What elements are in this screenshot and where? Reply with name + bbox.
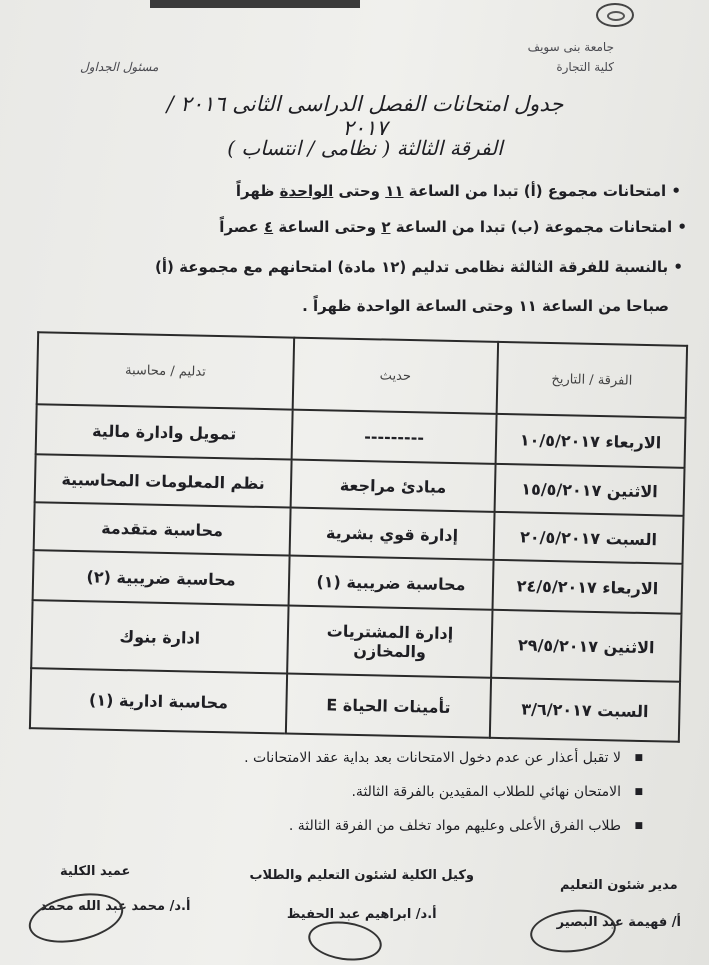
header-hadith: حديث: [293, 338, 498, 414]
row-date: الاربعاء ٢٤/٥/٢٠١٧: [493, 560, 683, 614]
notes-list: [60, 750, 645, 852]
header-date: الفرقة / التاريخ: [497, 342, 687, 418]
director-stamp-icon: [528, 906, 618, 957]
row-date: الاثنين ١٥/٥/٢٠١٧: [495, 464, 685, 516]
row-hadith-subject: ---------: [292, 410, 497, 464]
list-item: ■ لا تقبل أعذار عن عدم دخول الامتحانات بعد بداية عقد الامتحانات .: [60, 750, 645, 766]
row-hadith-subject: محاسبة ضريبية (١): [289, 556, 494, 610]
row-tadleem-subject: محاسبة ادارية (١): [30, 668, 287, 733]
row-hadith-subject: إدارة قوي بشرية: [290, 508, 495, 560]
signature-role: عميد الكلية: [60, 864, 131, 879]
row-hadith-subject: إدارة المشتريات والمخازن: [287, 606, 492, 678]
row-date: الاربعاء ١٠/٥/٢٠١٧: [496, 414, 686, 468]
header-schedules-officer: مسئول الجداول: [80, 60, 159, 74]
list-item: ■ الامتحان نهائي للطلاب المقيدين بالفرقة الثالثة.: [60, 784, 645, 800]
exam-schedule-table: [29, 331, 688, 743]
top-edge-band: [150, 0, 360, 8]
row-date: السبت ٢٠/٥/٢٠١٧: [494, 512, 684, 564]
instruction-group-a: • امتحانات مجموع (أ) تبدا من الساعة ١١ وحتى الواحدة ظهراً: [235, 182, 681, 200]
row-hadith-subject: مبادئ مراجعة: [291, 460, 496, 512]
header-college: كلية التجارة: [556, 60, 614, 74]
instruction-group-b: • امتحانات مجموعة (ب) تبدا من الساعة ٢ وحتى الساعة ٤ عصراً: [219, 218, 687, 236]
instruction-third-year-line2: صباحا من الساعة ١١ وحتى الساعة الواحدة ظهراً .: [302, 297, 669, 315]
page-subtitle: الفرقة الثالثة ( نظامى / انتساب ): [227, 136, 503, 160]
row-hadith-subject: تأمينات الحياة E: [286, 674, 491, 738]
table-header-row: [37, 332, 687, 418]
header-tadleem: تدليم / محاسبة: [37, 332, 294, 409]
signature-role: مدير شئون التعليم: [559, 878, 678, 893]
signature-name: أ.د/ محمد عبد الله محمد: [40, 899, 191, 914]
row-date: السبت ٣/٦/٢٠١٧: [490, 678, 680, 742]
signature-name: أ.د/ ابراهيم عبد الحفيظ: [286, 907, 437, 922]
university-logo-icon: [596, 3, 634, 27]
signature-name: أ/ فهيمة عبد البصير: [556, 915, 681, 930]
vice-dean-stamp-icon: [306, 917, 385, 965]
row-tadleem-subject: محاسبة ضريبية (٢): [33, 550, 290, 605]
header-university: جامعة بنى سويف: [527, 40, 614, 54]
page-title: جدول امتحانات الفصل الدراسى الثانى ٢٠١٦ / ٢٠١٧: [166, 92, 564, 140]
row-tadleem-subject: ادارة بنوك: [31, 600, 288, 673]
row-tadleem-subject: تمويل وادارة مالية: [36, 404, 293, 459]
signature-vice-dean: [249, 868, 474, 922]
row-tadleem-subject: نظم المعلومات المحاسبية: [35, 454, 292, 507]
instruction-third-year-line1: • بالنسبة للفرقة الثالثة نظامى تدليم (١٢ مادة) امتحانهم مع مجموعة (أ): [155, 258, 683, 276]
row-date: الاثنين ٢٩/٥/٢٠١٧: [491, 610, 681, 682]
list-item: ■ طلاب الفرق الأعلى وعليهم مواد تخلف من الفرقة الثالثة .: [60, 818, 645, 834]
row-tadleem-subject: محاسبة متقدمة: [34, 502, 291, 555]
table-row: [30, 668, 680, 742]
signature-role: وكيل الكلية لشئون التعليم والطلاب: [249, 868, 474, 883]
